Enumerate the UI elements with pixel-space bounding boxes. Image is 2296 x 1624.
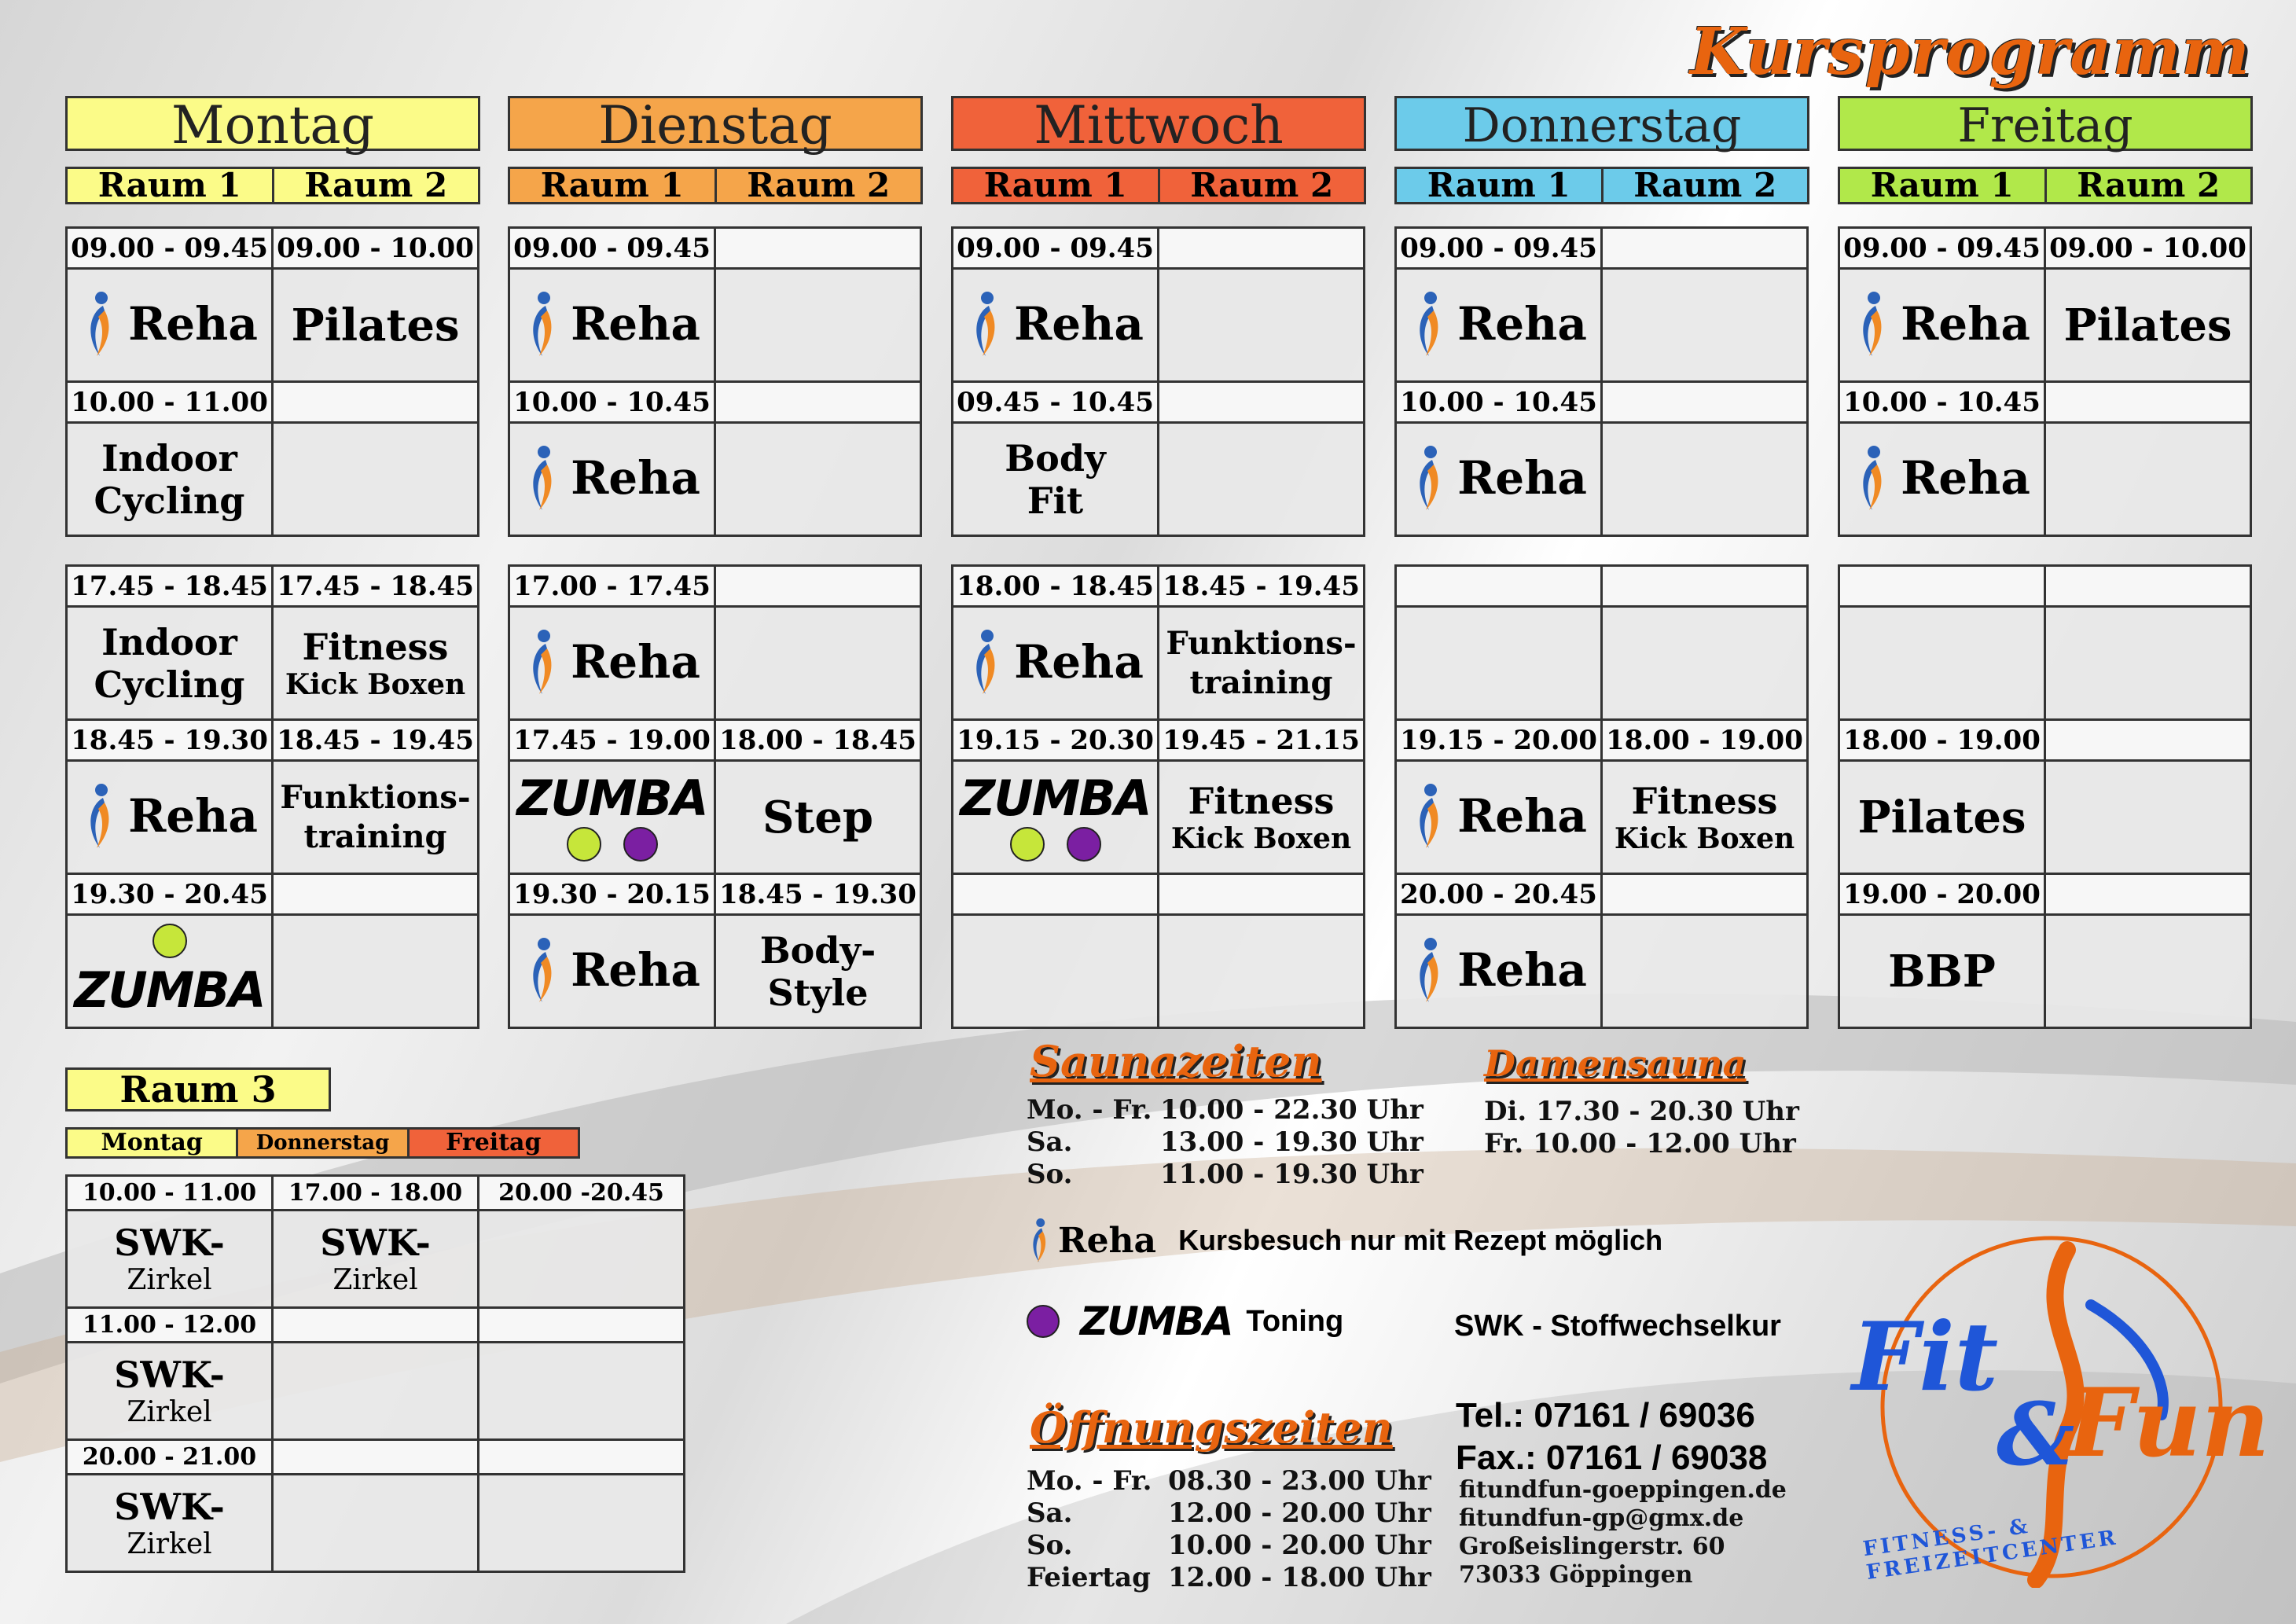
- phone-number: Tel.: 07161 / 69036: [1456, 1396, 1755, 1435]
- time-slot: 09.00 - 09.45: [1396, 228, 1602, 269]
- time-slot: 18.45 - 19.30: [715, 874, 921, 915]
- empty-slot: [2045, 382, 2251, 423]
- street: Großeislingerstr. 60: [1459, 1533, 1725, 1560]
- class-cell: Fitness Kick Boxen: [273, 607, 479, 720]
- class-cell: Reha: [953, 607, 1159, 720]
- schedule-freitag-morning: [1838, 226, 2252, 537]
- day-header-montag: Montag: [65, 96, 480, 151]
- room-label: Raum 2: [2077, 166, 2221, 204]
- time-slot: 09.00 - 09.45: [1839, 228, 2045, 269]
- room-header-freitag: [1838, 167, 2253, 204]
- legend-toning: [1027, 1299, 1343, 1344]
- empty-cell: [1839, 607, 2045, 720]
- zumba-toning-icon: [623, 827, 658, 862]
- schedule-mittwoch-morning: [951, 226, 1365, 537]
- class-cell: Reha: [1839, 423, 2045, 536]
- time-slot: 17.00 - 18.00: [273, 1176, 479, 1211]
- empty-slot: [273, 382, 479, 423]
- day-header-mittwoch: Mittwoch: [951, 96, 1366, 151]
- damensauna-hours: Di. 17.30 - 20.30 Uhr Fr. 10.00 - 12.00 Uhr: [1484, 1096, 1799, 1159]
- room-label: Raum 2: [1633, 166, 1777, 204]
- empty-slot: [273, 874, 479, 915]
- schedule-montag-evening: [65, 564, 479, 1029]
- class-cell: Funktions- training: [1159, 607, 1365, 720]
- empty-slot: [273, 1440, 479, 1475]
- schedule-donnerstag-morning: [1394, 226, 1809, 537]
- legend-reha: Reha Kursbesuch nur mit Rezept möglich: [1027, 1217, 1662, 1264]
- toning-label: Toning: [1246, 1304, 1344, 1338]
- class-cell: Reha: [67, 761, 273, 874]
- reha-logo-icon: [523, 628, 558, 696]
- empty-slot: [2045, 566, 2251, 607]
- day-header-donnerstag: Donnerstag: [1394, 96, 1809, 151]
- time-slot: 18.00 - 18.45: [715, 720, 921, 761]
- reha-logo-icon: [1410, 782, 1445, 850]
- time-slot: 09.00 - 09.45: [67, 228, 273, 269]
- empty-slot: [273, 1308, 479, 1343]
- time-slot: 18.45 - 19.30: [67, 720, 273, 761]
- class-cell: SWK- Zirkel: [67, 1475, 273, 1572]
- time-slot: 18.00 - 18.45: [953, 566, 1159, 607]
- class-cell: Reha: [509, 423, 715, 536]
- time-slot: 19.30 - 20.15: [509, 874, 715, 915]
- empty-cell: [2045, 423, 2251, 536]
- logo-amp: &: [1997, 1383, 2075, 1485]
- logo-fit: Fit: [1852, 1302, 1999, 1413]
- time-slot: 19.30 - 20.45: [67, 874, 273, 915]
- class-cell: SWK- Zirkel: [273, 1211, 479, 1308]
- empty-slot: [1396, 566, 1602, 607]
- reha-logo-icon: [81, 290, 116, 358]
- city: 73033 Göppingen: [1459, 1561, 1693, 1589]
- empty-slot: [1602, 566, 1808, 607]
- class-cell: Reha: [1396, 915, 1602, 1028]
- oeffnungszeiten-hours: Mo. - Fr. 08.30 - 23.00 Uhr Sa. 12.00 - 20.00 Uhr So. 10.00 - 20.00 Uhr Feiertag 12.00 - 18.00 Uhr: [1027, 1465, 1431, 1593]
- empty-cell: [1602, 915, 1808, 1028]
- room-label: Raum 1: [1397, 169, 1604, 202]
- empty-cell: [1602, 423, 1808, 536]
- time-slot: 17.45 - 18.45: [67, 566, 273, 607]
- empty-slot: [479, 1308, 685, 1343]
- reha-logo-icon: [1410, 936, 1445, 1004]
- reha-note: Kursbesuch nur mit Rezept möglich: [1178, 1224, 1663, 1256]
- empty-cell: [2045, 761, 2251, 874]
- empty-slot: [1839, 566, 2045, 607]
- class-cell: Pilates: [2045, 269, 2251, 382]
- empty-cell: [2045, 915, 2251, 1028]
- empty-cell: [273, 915, 479, 1028]
- reha-logo-icon: [1410, 290, 1445, 358]
- empty-slot: [479, 1440, 685, 1475]
- class-cell: Body- Style: [715, 915, 921, 1028]
- reha-logo-icon: [1410, 444, 1445, 512]
- zumba-toning-icon: [1067, 827, 1101, 862]
- empty-cell: [715, 423, 921, 536]
- time-slot: 18.00 - 19.00: [1602, 720, 1808, 761]
- zumba-fitness-icon: [567, 827, 601, 862]
- empty-slot: [1159, 228, 1365, 269]
- time-slot: 17.45 - 18.45: [273, 566, 479, 607]
- time-slot: 10.00 - 11.00: [67, 382, 273, 423]
- class-cell: SWK- Zirkel: [67, 1343, 273, 1440]
- empty-cell: [1159, 269, 1365, 382]
- class-cell: Reha: [1396, 761, 1602, 874]
- empty-slot: [1602, 874, 1808, 915]
- time-slot: 20.00 - 20.45: [1396, 874, 1602, 915]
- logo-tagline: FITNESS- & FREIZEITCENTER: [1861, 1514, 2120, 1585]
- room-label: Raum 2: [747, 166, 891, 204]
- raum3-header: Raum 3: [65, 1067, 331, 1111]
- class-cell: Pilates: [273, 269, 479, 382]
- empty-cell: [1159, 915, 1365, 1028]
- oeffnungszeiten-title: Öffnungszeiten: [1030, 1402, 1393, 1453]
- class-cell: Reha: [509, 607, 715, 720]
- empty-cell: [1602, 269, 1808, 382]
- schedule-donnerstag-evening: [1394, 564, 1809, 1029]
- time-slot: 19.45 - 21.15: [1159, 720, 1365, 761]
- empty-cell: [479, 1475, 685, 1572]
- empty-slot: [715, 566, 921, 607]
- reha-logo-icon: [967, 290, 1001, 358]
- empty-cell: [2045, 607, 2251, 720]
- reha-logo-icon: [967, 628, 1001, 696]
- reha-logo-icon: [1853, 290, 1888, 358]
- contact-phone: [1456, 1394, 1767, 1479]
- time-slot: 17.45 - 19.00: [509, 720, 715, 761]
- time-slot: 18.45 - 19.45: [1159, 566, 1365, 607]
- page-title: Kursprogramm: [1690, 14, 2250, 90]
- empty-slot: [2045, 720, 2251, 761]
- time-slot: 20.00 - 21.00: [67, 1440, 273, 1475]
- empty-cell: [1159, 423, 1365, 536]
- raum3-day-label: Montag: [68, 1130, 238, 1156]
- time-slot: 18.00 - 19.00: [1839, 720, 2045, 761]
- time-slot: 19.15 - 20.30: [953, 720, 1159, 761]
- zumba-logo: ZUMBA: [516, 770, 707, 827]
- fit-and-fun-logo: [1831, 1226, 2272, 1588]
- room-label: Raum 2: [304, 166, 448, 204]
- time-slot: 18.45 - 19.45: [273, 720, 479, 761]
- room-header-montag: [65, 167, 480, 204]
- schedule-dienstag-evening: [508, 564, 922, 1029]
- empty-cell: [479, 1211, 685, 1308]
- class-cell: Step: [715, 761, 921, 874]
- time-slot: 09.45 - 10.45: [953, 382, 1159, 423]
- zumba-fitness-icon: [1010, 827, 1045, 862]
- day-header-dienstag: Dienstag: [508, 96, 923, 151]
- time-slot: 17.00 - 17.45: [509, 566, 715, 607]
- class-cell: Reha: [953, 269, 1159, 382]
- empty-cell: [715, 607, 921, 720]
- raum3-day-label: Donnerstag: [238, 1130, 409, 1156]
- time-slot: 10.00 - 10.45: [1839, 382, 2045, 423]
- class-cell: SWK- Zirkel: [67, 1211, 273, 1308]
- room-label: Raum 1: [68, 169, 274, 202]
- room-header-dienstag: [508, 167, 923, 204]
- zumba-toning-icon: [1027, 1305, 1060, 1338]
- raum3-day-label: Freitag: [410, 1130, 578, 1156]
- reha-logo-icon: [523, 290, 558, 358]
- reha-logo-icon: [523, 444, 558, 512]
- class-cell: Funktions- training: [273, 761, 479, 874]
- website-link[interactable]: fitundfun-goeppingen.de: [1459, 1476, 1787, 1504]
- class-cell: Fitness Kick Boxen: [1602, 761, 1808, 874]
- reha-logo-icon: [1027, 1217, 1050, 1264]
- class-cell: [509, 761, 715, 874]
- empty-cell: [715, 269, 921, 382]
- class-cell: BBP: [1839, 915, 2045, 1028]
- empty-slot: [953, 874, 1159, 915]
- empty-cell: [1602, 607, 1808, 720]
- empty-slot: [1159, 382, 1365, 423]
- zumba-logo: ZUMBA: [74, 961, 265, 1019]
- class-cell: [953, 761, 1159, 874]
- damensauna-title: Damensauna: [1484, 1042, 1747, 1085]
- class-cell: Indoor Cycling: [67, 607, 273, 720]
- time-slot: 09.00 - 09.45: [953, 228, 1159, 269]
- email-link[interactable]: fitundfun-gp@gmx.de: [1459, 1505, 1744, 1532]
- class-cell: Reha: [1839, 269, 2045, 382]
- class-cell: [67, 915, 273, 1028]
- schedule-mittwoch-evening: [951, 564, 1365, 1029]
- room-header-donnerstag: [1394, 167, 1809, 204]
- empty-slot: [2045, 874, 2251, 915]
- schedule-raum3: [65, 1174, 685, 1573]
- swk-legend: SWK - Stoffwechselkur: [1454, 1310, 1781, 1343]
- class-cell: Reha: [67, 269, 273, 382]
- class-cell: Reha: [509, 269, 715, 382]
- contact-details: [1459, 1476, 1787, 1589]
- schedule-freitag-evening: [1838, 564, 2252, 1029]
- sauna-hours: Mo. - Fr. 10.00 - 22.30 Uhr Sa. 13.00 - 19.30 Uhr So. 11.00 - 19.30 Uhr: [1027, 1094, 1424, 1190]
- time-slot: 19.00 - 20.00: [1839, 874, 2045, 915]
- empty-cell: [273, 423, 479, 536]
- logo-fun: Fun: [2067, 1368, 2270, 1479]
- room-header-mittwoch: [951, 167, 1366, 204]
- empty-cell: [273, 1475, 479, 1572]
- time-slot: 11.00 - 12.00: [67, 1308, 273, 1343]
- class-cell: Body Fit: [953, 423, 1159, 536]
- room-label: Raum 1: [953, 169, 1160, 202]
- zumba-logo: ZUMBA: [1080, 1299, 1232, 1344]
- empty-cell: [953, 915, 1159, 1028]
- class-cell: Fitness Kick Boxen: [1159, 761, 1365, 874]
- empty-cell: [273, 1343, 479, 1440]
- zumba-logo: ZUMBA: [960, 770, 1151, 827]
- time-slot: 09.00 - 10.00: [273, 228, 479, 269]
- empty-cell: [1396, 607, 1602, 720]
- class-cell: Indoor Cycling: [67, 423, 273, 536]
- raum3-day-headers: [65, 1127, 580, 1159]
- schedule-montag-morning: [65, 226, 479, 537]
- reha-logo-icon: [1853, 444, 1888, 512]
- time-slot: 10.00 - 11.00: [67, 1176, 273, 1211]
- time-slot: 09.00 - 09.45: [509, 228, 715, 269]
- reha-logo-icon: [81, 782, 116, 850]
- schedule-dienstag-morning: [508, 226, 922, 537]
- reha-logo-icon: [523, 936, 558, 1004]
- room-label: Raum 2: [1190, 166, 1334, 204]
- fax-number: Fax.: 07161 / 69038: [1456, 1438, 1768, 1477]
- time-slot: 10.00 - 10.45: [509, 382, 715, 423]
- zumba-fitness-icon: [152, 924, 187, 958]
- empty-slot: [1602, 228, 1808, 269]
- empty-slot: [1602, 382, 1808, 423]
- class-cell: Reha: [1396, 269, 1602, 382]
- class-cell: Reha: [509, 915, 715, 1028]
- sauna-title: Saunazeiten: [1030, 1036, 1322, 1086]
- day-header-freitag: Freitag: [1838, 96, 2253, 151]
- class-cell: Pilates: [1839, 761, 2045, 874]
- empty-slot: [715, 382, 921, 423]
- empty-slot: [715, 228, 921, 269]
- time-slot: 09.00 - 10.00: [2045, 228, 2251, 269]
- room-label: Raum 1: [1840, 169, 2047, 202]
- time-slot: 19.15 - 20.00: [1396, 720, 1602, 761]
- empty-slot: [1159, 874, 1365, 915]
- room-label: Raum 1: [510, 169, 717, 202]
- empty-cell: [479, 1343, 685, 1440]
- time-slot: 20.00 -20.45: [479, 1176, 685, 1211]
- class-cell: Reha: [1396, 423, 1602, 536]
- time-slot: 10.00 - 10.45: [1396, 382, 1602, 423]
